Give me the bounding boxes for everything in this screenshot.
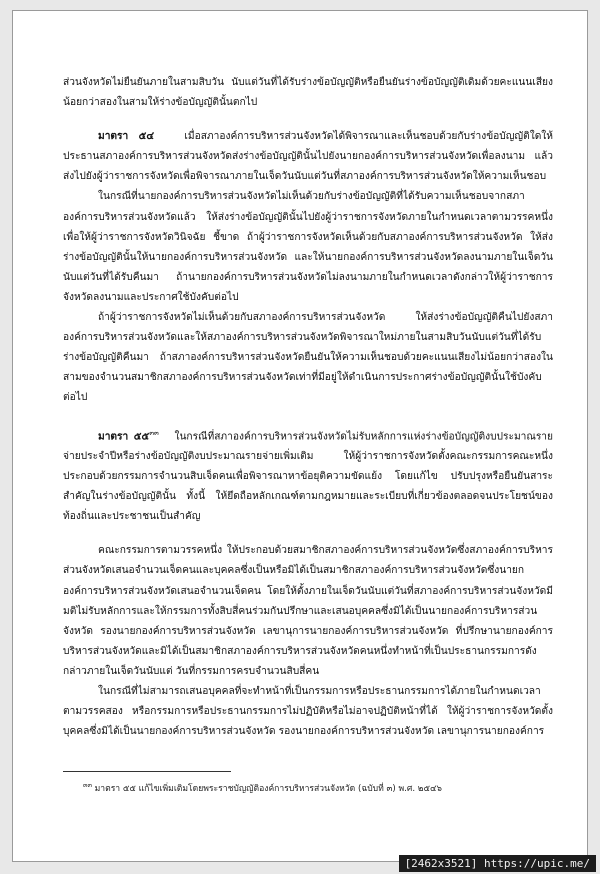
paragraph [63, 682, 553, 742]
paragraph-text: คณะกรรมการตามวรรคหนึ่ง ให้ประกอบด้วยสมาชิกสภาองค์การบริหารส่วนจังหวัดซึ่งสภาองค์การบริหารส่วนจังหวัดเสนอจำนวนเจ็ดคนและบุคคลซึ่งเป็นหรือมิได้เป็นสมาชิกสภาองค์การบริหารส่วนจังหวัดซึ่งนายกองค์การบริหารส่วนจังหวัดเสนอจำนวนเจ็ดคน โดยให้ตั้งภายในเจ็ดวันนับแต่วันที่สภาองค์การบริหารส่วนจังหวัดมีมติไม่รับหลักการและให้กรรมการทั้งสิบสี่คนร่วมกันปรึกษาและเสนอบุคคลซึ่งมิได้เป็นนายกองค์การบริหารส่วนจังหวัด รองนายกองค์การบริหารส่วนจังหวัด เลขานุการนายกองค์การบริหารส่วนจังหวัด ที่ปรึกษานายกองค์การบริหารส่วนจังหวัดและมิได้เป็นสมาชิกสภาองค์การบริหารส่วนจังหวัดคนหนึ่งทำหน้าที่เป็นประธานกรรมการดังกล่าวภายในเจ็ดวันนับแต่ วันที่กรรมการครบจำนวนสิบสี่คน [63, 545, 553, 677]
watermark-label: [2462x3521] https://upic.me/ [399, 855, 596, 872]
body-text [63, 73, 553, 742]
paragraph-text: เมื่อสภาองค์การบริหารส่วนจังหวัดได้พิจารณาและเห็นชอบด้วยกับร่างข้อบัญญัติใดให้ประธานสภาองค์การบริหารส่วนจังหวัดส่งร่างข้อบัญญัตินั้นไปยังนายกองค์การบริหารส่วนจังหวัดเพื่อลงนาม แล้วส่งไปยังผู้ว่าราชการจังหวัดเพื่อพิจารณาภายในเจ็ดวันนับแต่วันที่สภาองค์การบริหารส่วนจังหวัดให้ความเห็นชอบ [63, 131, 554, 183]
paragraph-section-55 [63, 423, 553, 528]
paragraph-text: ในกรณีที่สภาองค์การบริหารส่วนจังหวัดไม่รับหลักการแห่งร่างข้อบัญญัติงบประมาณรายจ่ายประจำปีหรือร่างข้อบัญญัติงบประมาณรายจ่ายเพิ่มเติม ให้ผู้ว่าราชการจังหวัดตั้งคณะกรรมการคณะหนึ่งประกอบด้วยกรรมการจำนวนสิบเจ็ดคนเพื่อพิจารณาหาข้อยุติความขัดแย้ง โดยแก้ไข ปรับปรุงหรือยืนยันสาระสำคัญในร่างข้อบัญญัตินั้น ทั้งนี้ ให้ยึดถือหลักเกณฑ์ตามกฎหมายและระเบียบที่เกี่ยวข้องตลอดจนประโยชน์ของท้องถิ่นและประชาชนเป็นสำคัญ [63, 430, 553, 523]
footnote-divider [63, 771, 231, 772]
paragraph-text: ในกรณีที่ไม่สามารถเสนอบุคคลที่จะทำหน้าที่เป็นกรรมการหรือประธานกรรมการได้ภายในกำหนดเวลาตามวรรคสอง หรือกรรมการหรือประธานกรรมการไม่ปฏิบัติหรือไม่อาจปฏิบัติหน้าที่ได้ ให้ผู้ว่าราชการจังหวัดตั้งบุคคลซึ่งมิได้เป็นนายกองค์การบริหารส่วนจังหวัด รองนายกองค์การบริหารส่วนจังหวัด เลขานุการนายกองค์การ [63, 686, 553, 738]
paragraph [63, 73, 553, 113]
paragraph-text: ส่วนจังหวัดไม่ยืนยันภายในสามสิบวัน นับแต่วันที่ได้รับร่างข้อบัญญัติหรือยืนยันร่างข้อบัญญัติเดิมด้วยคะแนนเสียงน้อยกว่าสองในสามให้ร่างข้อบัญญัตินั้นตกไป [63, 77, 553, 109]
footnote [83, 779, 553, 795]
paragraph [63, 187, 553, 308]
document-page [12, 10, 588, 862]
paragraph-text: ในกรณีที่นายกองค์การบริหารส่วนจังหวัดไม่เห็นด้วยกับร่างข้อบัญญัติที่ได้รับความเห็นชอบจากสภาองค์การบริหารส่วนจังหวัดแล้ว ให้ส่งร่างข้อบัญญัตินั้นไปยังผู้ว่าราชการจังหวัดภายในกำหนดเวลาตามวรรคหนึ่ง เพื่อให้ผู้ว่าราชการจังหวัดวินิจฉัย ชี้ขาด ถ้าผู้ว่าราชการจังหวัดเห็นด้วยกับสภาองค์การบริหารส่วนจังหวัด ให้ส่งร่างข้อบัญญัตินั้นให้นายกองค์การบริหารส่วนจังหวัด และให้นายกองค์การบริหารส่วนจังหวัดลงนามภายในเจ็ดวันนับแต่วันที่ได้รับคืนมา ถ้านายกองค์การบริหารส่วนจังหวัดไม่ลงนามภายในกำหนดเวลาดังกล่าวให้ผู้ว่าราชการจังหวัดลงนามและประกาศใช้บังคับต่อไป [63, 191, 553, 303]
paragraph-text: ถ้าผู้ว่าราชการจังหวัดไม่เห็นด้วยกับสภาองค์การบริหารส่วนจังหวัด ให้ส่งร่างข้อบัญญัติคืนไปยังสภาองค์การบริหารส่วนจังหวัดและให้สภาองค์การบริหารส่วนจังหวัดพิจารณาใหม่ภายในสามสิบวันนับแต่วันที่ได้รับร่างข้อบัญญัติคืนมา ถ้าสภาองค์การบริหารส่วนจังหวัดยืนยันให้ความเห็นชอบด้วยคะแนนเสียงไม่น้อยกว่าสองในสามของจำนวนสมาชิกสภาองค์การบริหารส่วนจังหวัดเท่าที่มีอยู่ให้ดำเนินการประกาศร่างข้อบัญญัตินั้นใช้บังคับต่อไป [63, 312, 553, 404]
section-label: มาตรา ๕๕ [98, 430, 150, 442]
section-label: มาตรา ๕๔ [98, 131, 155, 143]
paragraph-section-54 [63, 127, 553, 187]
footnote-text: มาตรา ๕๕ แก้ไขเพิ่มเติมโดยพระราชบัญญัติองค์การบริหารส่วนจังหวัด (ฉบับที่ ๓) พ.ศ. ๒๕๔๖ [94, 783, 442, 794]
paragraph [63, 541, 553, 682]
paragraph [63, 308, 553, 408]
footnote-ref: ๓๓ [149, 428, 159, 437]
footnote-marker: ๓๓ [83, 781, 92, 789]
